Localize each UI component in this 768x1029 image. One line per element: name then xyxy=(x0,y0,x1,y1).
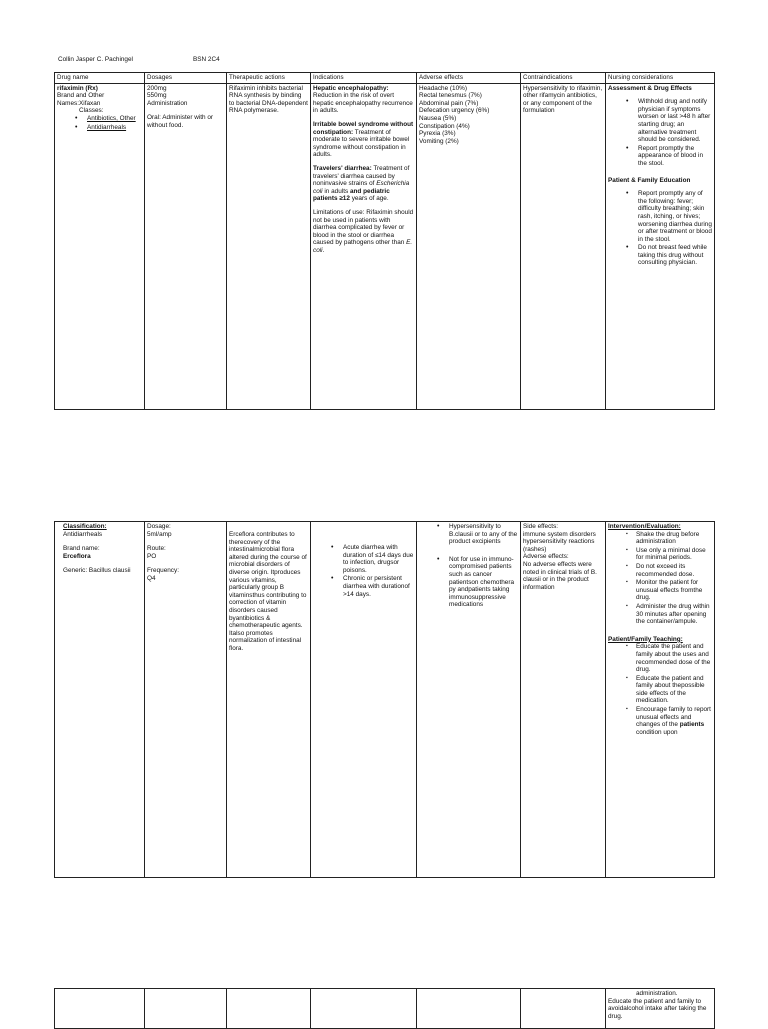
indication-text: Reduction in the risk of overt hepatic encephalopathy recurrence in adults. xyxy=(313,92,413,115)
indications-cell: Hepatic encephalopathy: Reduction in the risk of overt hepatic encephalopathy recurrence in adults. Irritable bowel syndrome without constipation: Treatment of moderate to severe irritable bowel syndrome without constipation in adults. Travelers' diarrhea: Treatment of travelers' diarrhea caused by noninvasive strains of Escherichia coli in adults and pediatric patients ≥12 years of age. Limitations of use: Rifaximin should not be used in patients with diarrhea complicated by fever or blood in the stool or diarrhea caused by pathogens other than E. coli. xyxy=(311,83,417,409)
contraindications-cell: Hypersensitivity to rifaximin, other rifamycin antibiotics, or any component of the formulation xyxy=(521,83,606,409)
classes-label: Classes: xyxy=(79,107,104,115)
drug-table-erceflora xyxy=(54,521,715,878)
adverse-item: Constipation (4%) xyxy=(419,122,470,130)
teaching-list xyxy=(608,643,712,736)
nursing-item: Educate the patient and family to avoidalcohol intake after taking the drug. xyxy=(608,997,707,1020)
nursing-section-title: Assessment & Drug Effects xyxy=(608,84,692,92)
col-dosages: Dosages xyxy=(145,73,227,84)
nursing-item: ▪ Do not exceed its recommended dose. xyxy=(636,563,712,578)
organism-name: Escherichia coli xyxy=(313,180,410,195)
class-item: • Antibiotics, Other xyxy=(87,115,142,123)
nursing-section-title: Intervention/Evaluation: xyxy=(608,523,681,530)
nursing-section-title: Patient & Family Education xyxy=(608,176,691,184)
dosage-label: Dosage: xyxy=(147,523,171,530)
contraindication-item: • Hypersensitivity to B.clausii or to any of the product excipients xyxy=(449,523,518,546)
nursing-item: ▪ Shake the drug before administration xyxy=(636,531,712,546)
adverse-item: Vomiting (2%) xyxy=(419,137,459,145)
nursing-item: ▪ Monitor the patient for unusual effects fromthe drug. xyxy=(636,579,712,602)
generic-name: Generic: Bacillus clausii xyxy=(63,567,131,575)
contraindication-item: • Not for use in immuno-compromised patients such as cancer patientson chemothera py andpatients taking immunosuppressive medications xyxy=(449,556,518,609)
col-nursing-considerations: Nursing considerations xyxy=(606,73,715,84)
drug-table-rifaximin xyxy=(54,72,715,410)
brand-line: Brand and Other xyxy=(57,92,105,100)
oral-instructions: Oral: Administer with or without food. xyxy=(147,114,214,129)
indication-text: years of age. xyxy=(351,195,389,203)
dosages-cell xyxy=(145,83,227,409)
nursing-continuation: administration. xyxy=(636,990,678,997)
indication-title: Hepatic encephalopathy: xyxy=(313,84,389,92)
assessment-list xyxy=(608,98,712,167)
nursing-item: • Report promptly the appearance of blood in the stool. xyxy=(638,145,712,168)
drug-name-cell xyxy=(55,83,145,409)
intervention-list xyxy=(608,531,712,626)
action-cell xyxy=(227,522,311,878)
adverse-effects-cell xyxy=(417,83,521,409)
adverse-item: Defecation urgency (6%) xyxy=(419,107,490,115)
adverse-item: Pyrexia (3%) xyxy=(419,130,456,138)
nursing-item: • Do not breast feed while taking this drug without consulting physician. xyxy=(638,244,712,267)
indication-text: Treatment of moderate to severe irritable bowel syndrome without constipation in adults. xyxy=(313,128,410,159)
nursing-item: ▪ Administer the drug within 30 minutes after opening the container/ampule. xyxy=(636,603,712,626)
nursing-item: • Withhold drug and notify physician if symptoms worsen or last >48 h after starting drug; an alternative treatment should be considered. xyxy=(638,98,712,144)
dosages-cell xyxy=(145,522,227,878)
route-label: Route: xyxy=(147,545,166,553)
brand-value: Erceflora xyxy=(63,552,91,560)
dosage-value: 5ml/amp xyxy=(147,530,172,538)
classification-value: Antidiarrheals xyxy=(63,530,103,538)
adverse-item: Rectal tenesmus (7%) xyxy=(419,92,482,100)
nursing-item: ▪ Educate the patient and family about the uses and recommended dose of the drug. xyxy=(636,643,712,673)
education-list xyxy=(608,190,712,267)
nursing-cell xyxy=(606,83,715,409)
drug-name: rifaximin (Rx) xyxy=(57,84,98,92)
frequency-label: Frequency: xyxy=(147,567,179,575)
course-section: BSN 2C4 xyxy=(193,56,220,63)
brand-label: Brand name: xyxy=(63,545,100,553)
col-drug-name: Drug name xyxy=(55,73,145,84)
administration-label: Administration xyxy=(147,99,188,107)
contraindications-cell xyxy=(417,522,521,878)
nursing-item: ▪ Use only a minimal dose for minimal periods. xyxy=(636,547,712,562)
organism-name: E. coli xyxy=(313,239,413,254)
drug-name-cell xyxy=(55,522,145,878)
col-adverse-effects: Adverse effects xyxy=(417,73,521,84)
author-name: Collin Jasper C. Pachingel xyxy=(58,56,133,63)
classification-label: Classification: xyxy=(63,523,107,530)
adverse-item: Nausea (5%) xyxy=(419,114,457,122)
col-therapeutic-actions: Therapeutic actions xyxy=(227,73,311,84)
indication-item: • Chronic or persistent diarrhea with durationof >14 days. xyxy=(343,575,414,598)
action-text: Erceflora contributes to therecovery of the intestinalmicrobial flora altered during the course of microbial disorders of diverse origin. Itproduces various vitamins, particularly group B vitaminsthus contributing to correction of vitamin disorders caused byantibiotics & chemotherapeutic agents. Italso promotes normalization of intestinal flora. xyxy=(229,531,307,652)
indication-list xyxy=(313,544,414,598)
nursing-item: • Report promptly any of the following: fever; difficulty breathing; skin rash, itching, or hives; worsening diarrhea during or after treatment or blood in the stool. xyxy=(638,190,712,243)
action-cell: Rifaximin inhibits bacterial RNA synthesis by binding to bacterial DNA-dependent RNA polymerase. xyxy=(227,83,311,409)
adverse-effects-label: Adverse effects: xyxy=(523,553,569,561)
indication-emphasis: and pediatric patients ≥12 xyxy=(313,187,390,203)
nursing-cell xyxy=(606,522,715,878)
dosage-value: 200mg xyxy=(147,84,167,92)
adverse-effects-text: No adverse effects were noted in clinical trials of B. clausii or in the product information xyxy=(523,560,597,591)
class-list xyxy=(57,115,142,131)
nursing-item: ▪ Educate the patient and family about thepossible side effects of the medication. xyxy=(636,675,712,705)
indications-cell xyxy=(311,522,417,878)
adverse-item: Headache (10%) xyxy=(419,84,467,92)
effects-cell xyxy=(521,522,606,878)
contraindication-list xyxy=(419,523,518,609)
col-contraindications: Contraindications xyxy=(521,73,606,84)
indication-text: Treatment of travelers' diarrhea caused by noninvasive strains of xyxy=(313,164,410,188)
page-header xyxy=(58,56,220,63)
col-indications: Indications xyxy=(311,73,417,84)
side-effects-text: immune system disorders hypersensitivity reactions (rashes) xyxy=(523,530,596,553)
indication-item: • Acute diarrhea with duration of ≤14 days due to infection, drugsor poisons. xyxy=(343,544,414,574)
dosage-value: 550mg xyxy=(147,92,167,100)
drug-table-continuation xyxy=(54,988,715,1029)
indication-text: in adults xyxy=(324,187,349,195)
route-value: PO xyxy=(147,552,157,560)
nursing-cell xyxy=(606,989,715,1029)
class-item: • Antidiarrheals xyxy=(87,124,142,132)
frequency-value: Q4 xyxy=(147,574,156,582)
adverse-item: Abdominal pain (7%) xyxy=(419,99,479,107)
limitations-text: Limitations of use: Rifaximin should not be used in patients with diarrhea complicated by fever or blood in the stool or diarrhea caused by pathogens other than xyxy=(313,208,414,247)
nursing-section-title: Patient/Family Teaching: xyxy=(608,635,683,643)
nursing-item: ▪ Encourage family to report unusual effects and changes of the patients condition upon xyxy=(636,706,712,736)
indication-title: Travelers' diarrhea: xyxy=(313,164,372,172)
side-effects-label: Side effects: xyxy=(523,523,559,530)
indication-title: Irritable bowel syndrome without constipation: xyxy=(313,120,414,136)
brand-names: Names:Xifaxan xyxy=(57,99,101,107)
